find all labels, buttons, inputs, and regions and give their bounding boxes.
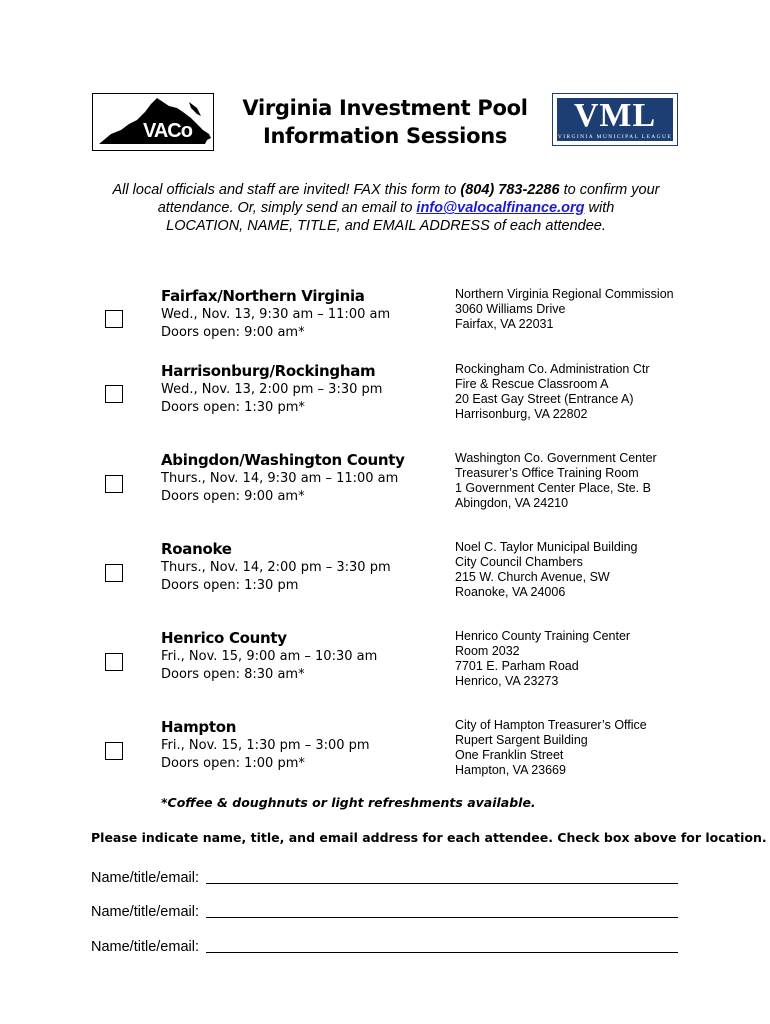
venue-line: Harrisonburg, VA 22802 — [455, 407, 588, 421]
venue-line: Treasurer’s Office Training Room — [455, 466, 639, 480]
title-line-2: Information Sessions — [262, 124, 508, 148]
session-venue — [455, 718, 647, 778]
session-name: Hampton — [161, 718, 237, 736]
attendee-field-label: Name/title/email: — [91, 904, 199, 920]
venue-line: Henrico, VA 23273 — [455, 674, 559, 688]
vml-logo-panel — [557, 98, 673, 141]
intro-line-3: LOCATION, NAME, TITLE, and EMAIL ADDRESS of each attendee. — [166, 218, 606, 234]
email-link[interactable]: info@valocalfinance.org — [416, 200, 585, 216]
session-name: Harrisonburg/Rockingham — [161, 362, 376, 380]
attendee-field-label: Name/title/email: — [91, 939, 199, 955]
intro-line-1-start: All local officials and staff are invited! FAX this form to — [112, 182, 461, 198]
vaco-logo — [92, 93, 214, 151]
venue-line: City Council Chambers — [455, 555, 583, 569]
session-venue — [455, 629, 630, 689]
session-doors: Doors open: 9:00 am* — [161, 489, 305, 504]
session-time: Thurs., Nov. 14, 2:00 pm – 3:30 pm — [161, 560, 391, 575]
refreshments-footnote: *Coffee & doughnuts or light refreshments available. — [161, 795, 536, 810]
session-time: Fri., Nov. 15, 9:00 am – 10:30 am — [161, 649, 378, 664]
attendee-field-input-3[interactable] — [206, 933, 678, 953]
venue-line: Abingdon, VA 24210 — [455, 496, 569, 510]
session-venue — [455, 540, 638, 600]
session-doors: Doors open: 8:30 am* — [161, 667, 305, 682]
venue-line: City of Hampton Treasurer’s Office — [455, 718, 647, 732]
session-name: Henrico County — [161, 629, 287, 647]
attendee-field-input-2[interactable] — [206, 898, 678, 918]
session-doors: Doors open: 9:00 am* — [161, 325, 305, 340]
attendee-field-label: Name/title/email: — [91, 870, 199, 886]
fax-number: (804) 783-2286 — [460, 182, 560, 198]
venue-line: Rupert Sargent Building — [455, 733, 588, 747]
attendee-field-row — [91, 937, 681, 959]
session-venue — [455, 287, 674, 332]
session-doors: Doors open: 1:30 pm* — [161, 400, 305, 415]
vml-logo-subtext: VIRGINIA MUNICIPAL LEAGUE — [557, 134, 673, 140]
venue-line: 1 Government Center Place, Ste. B — [455, 481, 651, 495]
title-line-1: Virginia Investment Pool — [242, 96, 528, 120]
vaco-logo-text: VACo — [143, 120, 192, 142]
venue-line: Henrico County Training Center — [455, 629, 631, 643]
venue-line: 20 East Gay Street (Entrance A) — [455, 392, 634, 406]
session-name: Roanoke — [161, 540, 232, 558]
venue-line: 3060 Williams Drive — [455, 302, 566, 316]
session-doors: Doors open: 1:30 pm — [161, 578, 299, 593]
page-title — [230, 94, 540, 150]
venue-line: Roanoke, VA 24006 — [455, 585, 566, 599]
session-venue — [455, 362, 650, 422]
vml-logo — [552, 93, 678, 146]
session-venue — [455, 451, 657, 511]
venue-line: One Franklin Street — [455, 748, 564, 762]
session-checkbox-fairfax[interactable] — [105, 310, 123, 328]
session-name: Abingdon/Washington County — [161, 451, 405, 469]
venue-line: Rockingham Co. Administration Ctr — [455, 362, 650, 376]
venue-line: Room 2032 — [455, 644, 520, 658]
intro-text — [80, 181, 692, 235]
venue-line: Fire & Rescue Classroom A — [455, 377, 609, 391]
session-checkbox-roanoke[interactable] — [105, 564, 123, 582]
attendee-field-row — [91, 868, 681, 890]
venue-line: Hampton, VA 23669 — [455, 763, 566, 777]
session-checkbox-hampton[interactable] — [105, 742, 123, 760]
session-checkbox-abingdon[interactable] — [105, 475, 123, 493]
venue-line: Noel C. Taylor Municipal Building — [455, 540, 638, 554]
attendee-field-row — [91, 902, 681, 924]
intro-line-2-start: attendance. Or, simply send an email to — [157, 200, 417, 216]
intro-line-2-end: with — [584, 200, 615, 216]
attendee-field-input-1[interactable] — [206, 864, 678, 884]
session-time: Fri., Nov. 15, 1:30 pm – 3:00 pm — [161, 738, 370, 753]
intro-line-1 — [80, 181, 692, 199]
attendee-instructions: Please indicate name, title, and email address for each attendee. Check box above for location. — [91, 830, 767, 845]
venue-line: 215 W. Church Avenue, SW — [455, 570, 610, 584]
session-checkbox-henrico[interactable] — [105, 653, 123, 671]
session-time: Wed., Nov. 13, 9:30 am – 11:00 am — [161, 307, 391, 322]
session-doors: Doors open: 1:00 pm* — [161, 756, 305, 771]
session-time: Wed., Nov. 13, 2:00 pm – 3:30 pm — [161, 382, 383, 397]
intro-line-1-end: to confirm your — [559, 182, 660, 198]
venue-line: Fairfax, VA 22031 — [455, 317, 554, 331]
session-time: Thurs., Nov. 14, 9:30 am – 11:00 am — [161, 471, 399, 486]
venue-line: 7701 E. Parham Road — [455, 659, 579, 673]
intro-line-2 — [80, 199, 692, 217]
venue-line: Northern Virginia Regional Commission — [455, 287, 674, 301]
vml-logo-text: VML — [573, 97, 657, 134]
session-checkbox-harrisonburg[interactable] — [105, 385, 123, 403]
venue-line: Washington Co. Government Center — [455, 451, 657, 465]
session-name: Fairfax/Northern Virginia — [161, 287, 365, 305]
